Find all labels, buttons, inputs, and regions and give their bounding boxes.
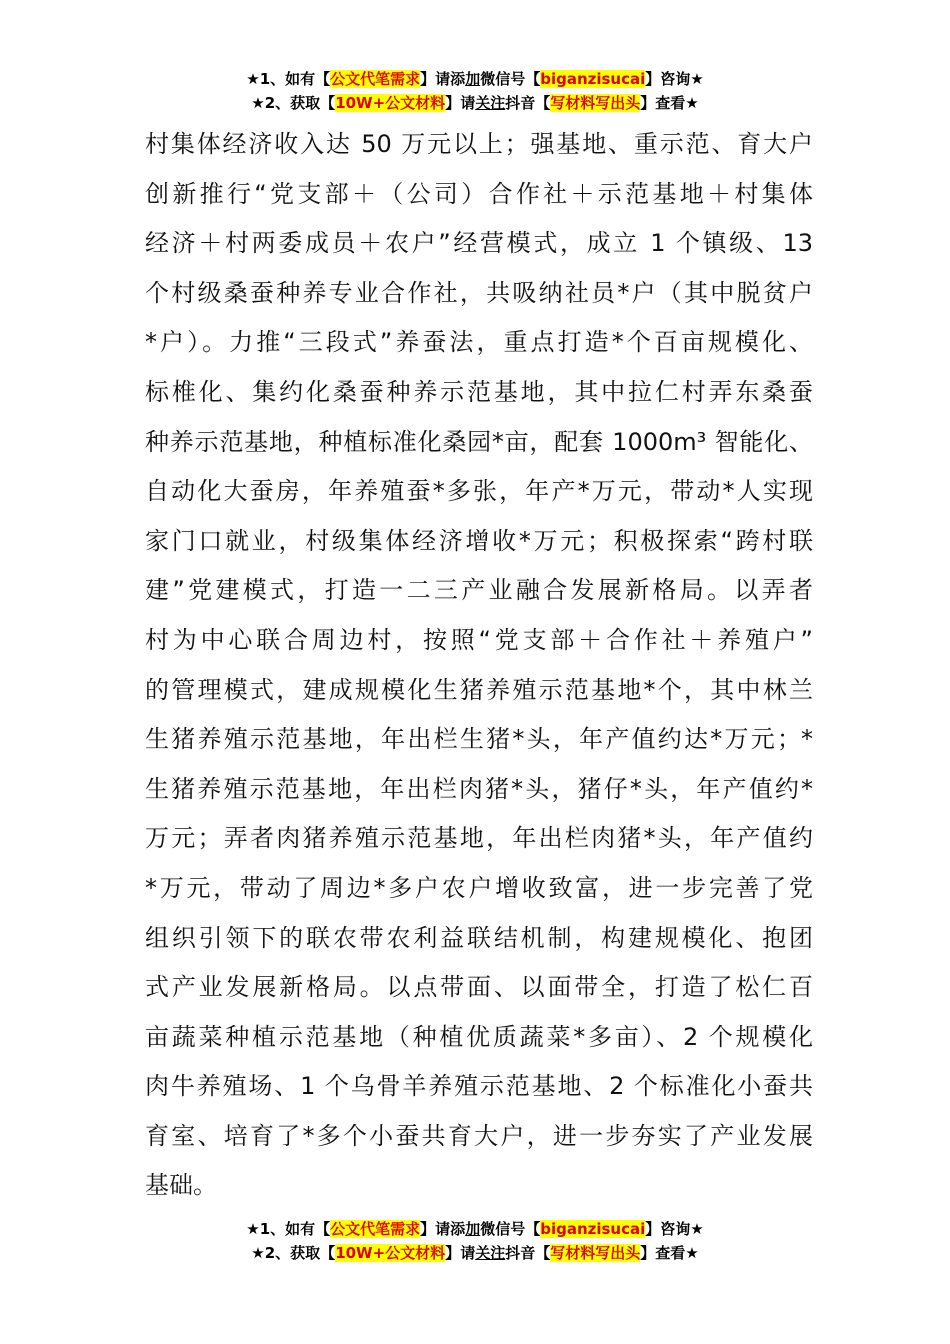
text-line: *户）。力推“三段式”养蚕法，重点打造*个百亩规模化、	[145, 328, 813, 357]
banner-text: 抖音【	[505, 94, 551, 112]
banner-text: 微信号【	[480, 70, 541, 88]
text-line: 经济＋村两委成员＋农户”经营模式，成立 1 个镇级、13	[145, 229, 813, 258]
text-line: 个村级桑蚕种养专业合作社，共吸纳社员*户（其中脱贫户	[145, 278, 813, 307]
highlight-materials: 10W+公文材料	[335, 94, 446, 112]
text-line: 组织引领下的联农带农利益联结机制，构建规模化、抱团	[145, 923, 813, 952]
banner-underlined: 加	[465, 1220, 481, 1238]
body-paragraph	[145, 120, 813, 1211]
text-line: 村为中心联合周边村，按照“党支部＋合作社＋养殖户”	[145, 625, 813, 654]
text-line: 种养示范基地，种植标准化桑园*亩，配套 1000m³ 智能化、	[145, 427, 813, 456]
text-line: 自动化大蚕房，年养殖蚕*多张，年产*万元，带动*人实现	[145, 477, 813, 506]
text-line: 式产业发展新格局。以点带面、以面带全，打造了松仁百	[145, 973, 813, 1002]
banner-text: 】请	[445, 1244, 476, 1262]
banner-text: ★2、获取【	[251, 1244, 336, 1262]
text-line: 育室、培育了*多个小蚕共育大户，进一步夯实了产业发展	[145, 1121, 813, 1150]
banner-underlined: 加	[465, 70, 481, 88]
highlight-materials: 10W+公文材料	[335, 1244, 446, 1262]
banner-underlined: 关注	[475, 1244, 506, 1262]
banner-text: 】咨询★	[645, 70, 704, 88]
text-line: 生猪养殖示范基地，年出栏生猪*头，年产值约达*万元；*	[145, 725, 813, 754]
highlight-service: 公文代笔需求	[330, 1220, 421, 1238]
header-banner	[0, 67, 950, 115]
text-line: 万元；弄者肉猪养殖示范基地，年出栏肉猪*头，年产值约	[145, 824, 813, 853]
banner-line-2	[0, 91, 950, 115]
highlight-wechat-id: biganzisucai	[540, 1220, 646, 1238]
text-line: 的管理模式，建成规模化生猪养殖示范基地*个，其中林兰	[145, 675, 813, 704]
banner-text: 】请	[445, 94, 476, 112]
text-line: 基础。	[145, 1171, 217, 1200]
text-line: 创新推行“党支部＋（公司）合作社＋示范基地＋村集体	[145, 179, 813, 208]
banner-line-1	[0, 1217, 950, 1241]
banner-text: ★1、如有【	[246, 70, 331, 88]
banner-line-1	[0, 67, 950, 91]
banner-line-2	[0, 1241, 950, 1265]
banner-text: ★2、获取【	[251, 94, 336, 112]
highlight-douyin-account: 写材料写出头	[550, 94, 641, 112]
text-line: *万元，带动了周边*多户农户增收致富，进一步完善了党	[145, 873, 813, 902]
text-line: 标椎化、集约化桑蚕种养示范基地，其中拉仁村弄东桑蚕	[145, 377, 813, 406]
text-line: 生猪养殖示范基地，年出栏肉猪*头，猪仔*头，年产值约*	[145, 774, 813, 803]
text-line: 亩蔬菜种植示范基地（种植优质蔬菜*多亩）、2 个规模化	[145, 1022, 813, 1051]
banner-text: ★1、如有【	[246, 1220, 331, 1238]
text-line: 村集体经济收入达 50 万元以上；强基地、重示范、育大户	[145, 130, 813, 158]
text-line: 家门口就业，村级集体经济增收*万元；积极探索“跨村联	[145, 526, 813, 555]
highlight-wechat-id: biganzisucai	[540, 70, 646, 88]
banner-text: 抖音【	[505, 1244, 551, 1262]
banner-text: 】请添	[420, 1220, 466, 1238]
text-line: 肉牛养殖场、1 个乌骨羊养殖示范基地、2 个标准化小蚕共	[145, 1072, 813, 1101]
banner-underlined: 关注	[475, 94, 506, 112]
banner-text: 】查看★	[640, 1244, 699, 1262]
highlight-service: 公文代笔需求	[330, 70, 421, 88]
banner-text: 】咨询★	[645, 1220, 704, 1238]
banner-text: 微信号【	[480, 1220, 541, 1238]
banner-text: 】请添	[420, 70, 466, 88]
highlight-douyin-account: 写材料写出头	[550, 1244, 641, 1262]
banner-text: 】查看★	[640, 94, 699, 112]
text-line: 建”党建模式，打造一二三产业融合发展新格局。以弄者	[145, 576, 813, 605]
footer-banner	[0, 1217, 950, 1265]
